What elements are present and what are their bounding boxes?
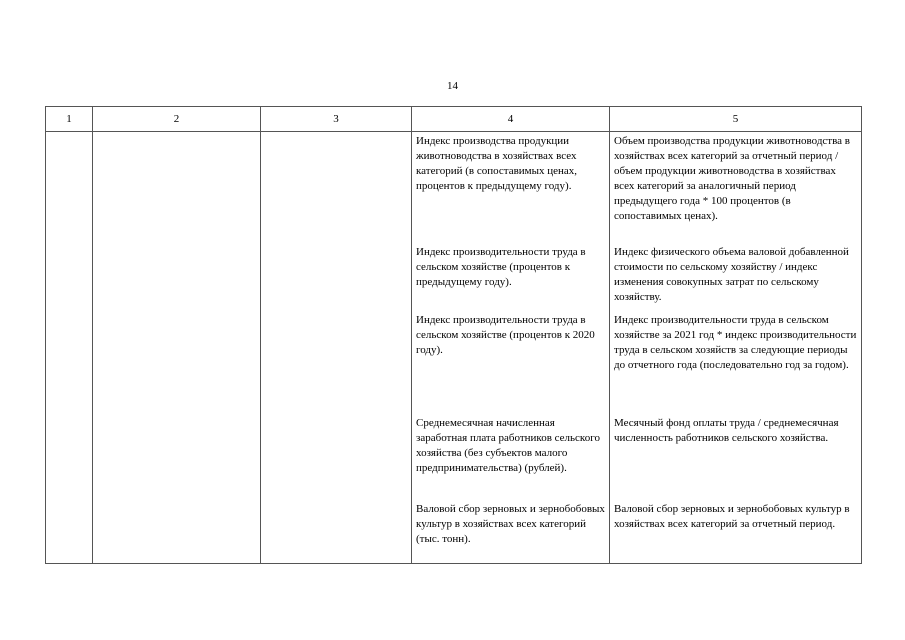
table-cell-col3 — [261, 132, 412, 564]
indicators-table — [45, 106, 862, 564]
table-cell-col2 — [93, 132, 261, 564]
indicator-text: Индекс производительности труда в сельском хозяйстве (процентов к предыдущему году). — [416, 246, 586, 288]
indicator-text: Среднемесячная начисленная заработная плата работников сельского хозяйства (без субъектов малого предпринимательства) (рублей). — [416, 417, 600, 474]
indicator-text: Валовой сбор зерновых и зернобобовых культур в хозяйствах всех категорий (тыс. тонн). — [416, 503, 605, 545]
table-header-row — [46, 107, 862, 132]
table-body-row — [46, 132, 862, 564]
column-header: 3 — [261, 107, 412, 132]
formula-text: Месячный фонд оплаты труда / среднемесячная численность работников сельского хозяйства. — [614, 417, 839, 444]
formula-column — [610, 132, 862, 564]
column-header: 5 — [610, 107, 862, 132]
formula-text: Валовой сбор зерновых и зернобобовых культур в хозяйствах всех категорий за отчетный период. — [614, 503, 850, 530]
column-header: 4 — [412, 107, 610, 132]
column-header: 1 — [46, 107, 93, 132]
formula-text: Индекс физического объема валовой добавленной стоимости по сельскому хозяйству / индекс изменения совокупных затрат по сельскому хозяйству. — [614, 246, 849, 303]
indicator-text: Индекс производства продукции животноводства в хозяйствах всех категорий (в сопоставимых ценах, процентов к предыдущему году). — [416, 135, 578, 192]
table-cell-col1 — [46, 132, 93, 564]
formula-text: Объем производства продукции животноводства в хозяйствах всех категорий за отчетный период / объем продукции животноводства в хозяйствах всех категорий за аналогичный период предыдущего года * 100 процентов (в сопоставимых ценах). — [614, 135, 850, 222]
indicator-text: Индекс производительности труда в сельском хозяйстве (процентов к 2020 году). — [416, 314, 595, 356]
column-header: 2 — [93, 107, 261, 132]
formula-text: Индекс производительности труда в сельском хозяйстве за 2021 год * индекс производительности труда в сельском хозяйств за следующие периоды до отчетного года (последовательно год за годом). — [614, 314, 857, 371]
indicator-column — [412, 132, 610, 564]
page-number: 14 — [447, 80, 458, 92]
